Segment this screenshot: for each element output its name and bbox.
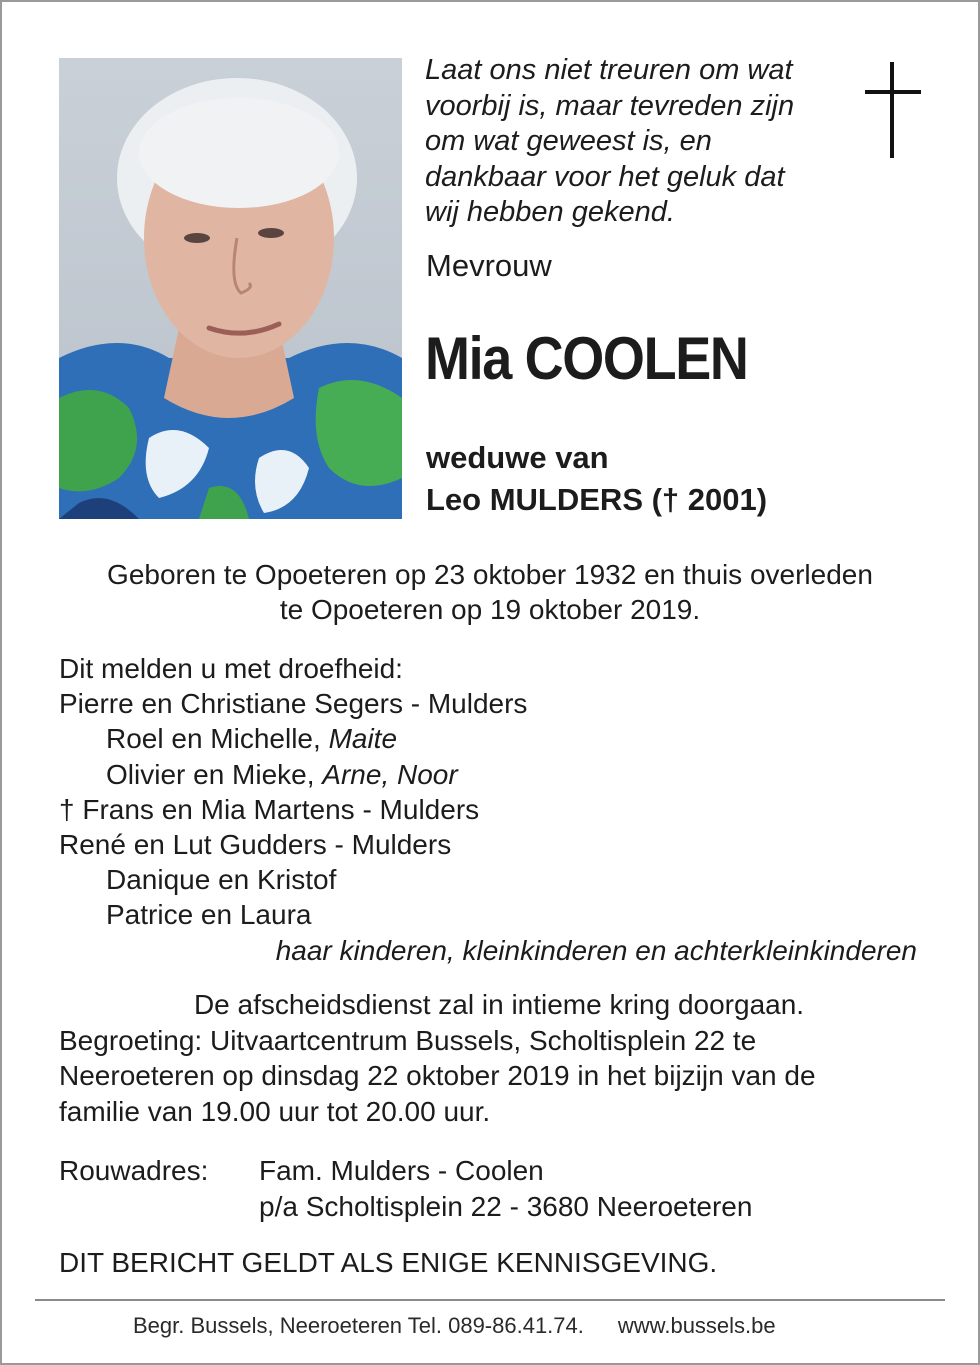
footer-company: Begr. Bussels, Neeroeteren Tel. 089-86.41.74. [133,1313,584,1338]
divider [35,1299,945,1301]
quote-line: om wat geweest is, en [425,125,712,157]
footer [133,1313,776,1339]
family-line: Pierre en Christiane Segers - Mulders [59,688,528,720]
portrait-photo [59,58,402,519]
service-line: familie van 19.00 uur tot 20.00 uur. [59,1095,491,1127]
quote-line: voorbij is, maar tevreden zijn [425,89,795,122]
quote-line: dankbaar voor het geluk dat [425,160,785,193]
deceased-name: Mia COOLEN [425,325,748,392]
service-info [59,987,939,1129]
memorial-quote [425,53,845,231]
family-intro: Dit melden u met droefheid: [59,653,403,684]
widow-line: weduwe van [426,440,609,475]
quote-line: Laat ons niet treuren om wat [425,54,793,86]
quote-line: wij hebben gekend. [425,196,675,228]
family-line: Danique en Kristof [106,864,337,896]
family-line: Roel en Michelle, Maite [106,723,398,755]
birth-line: te Opoeteren op 19 oktober 2019. [279,594,701,625]
family-line: Patrice en Laura [106,899,312,931]
service-line: Begroeting: Uitvaartcentrum Bussels, Scholtisplein 22 te [59,1024,757,1056]
birth-line: Geboren te Opoeteren op 23 oktober 1932 en thuis overleden [107,559,873,590]
family-line: † Frans en Mia Martens - Mulders [59,793,480,825]
family-signature: haar kinderen, kleinkinderen en achterkleinkinderen [275,934,917,966]
family-list [59,651,939,968]
honorific: Mevrouw [426,248,552,283]
notice-statement: DIT BERICHT GELDT ALS ENIGE KENNISGEVING. [59,1247,718,1278]
address-line: p/a Scholtisplein 22 - 3680 Neeroeteren [259,1191,753,1222]
address-label: Rouwadres: [59,1155,209,1186]
widow-line: Leo MULDERS († 2001) [426,482,768,517]
address-value [259,1153,752,1225]
birth-death-info [40,557,940,627]
family-line: René en Lut Gudders - Mulders [59,829,452,861]
service-line: De afscheidsdienst zal in intieme kring doorgaan. [193,989,805,1020]
service-line: Neeroeteren op dinsdag 22 oktober 2019 in het bijzijn van de [59,1060,816,1091]
address-line: Fam. Mulders - Coolen [259,1155,544,1186]
widow-of [426,437,767,521]
family-line: Olivier en Mieke, Arne, Noor [106,758,458,790]
cross-icon [862,62,924,158]
footer-website: www.bussels.be [617,1313,776,1338]
